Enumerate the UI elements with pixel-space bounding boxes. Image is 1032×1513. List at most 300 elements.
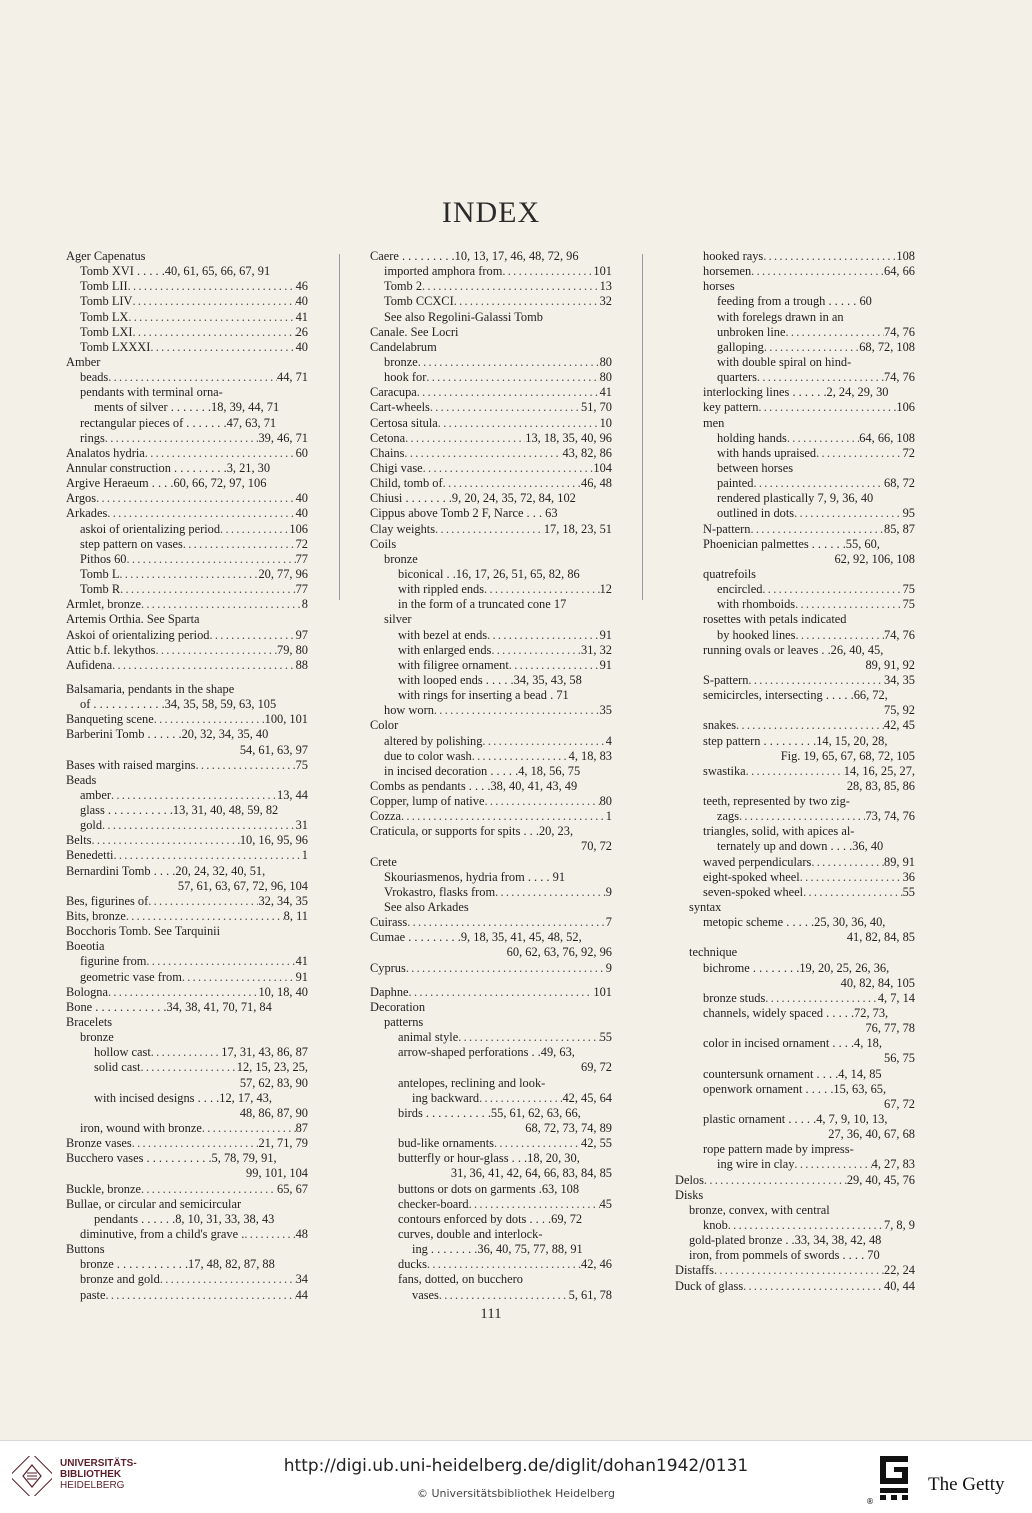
index-entry [66, 1197, 308, 1212]
index-entry [675, 764, 915, 779]
index-entry-label: rope pattern made by impress- [703, 1142, 854, 1157]
index-entry-label: diminutive, from a child's grave . [80, 1227, 245, 1241]
index-entry-label: Caere . . . . . . . . .10, 13, 17, 46, 48, 72, 96 [370, 249, 579, 263]
index-entry-label: step pattern on vases [80, 536, 183, 551]
index-entry-pages: 34, 35 [884, 672, 915, 687]
index-entry-label: Bases with raised margins [66, 757, 196, 772]
index-entry-label: ing . . . . . . . .36, 40, 75, 77, 88, 91 [412, 1242, 583, 1257]
index-entry-label: Tomb LIV [80, 294, 133, 309]
index-entry [370, 885, 612, 900]
index-entry-pages: 75 [295, 757, 308, 772]
index-entry [66, 864, 308, 879]
index-entry [66, 682, 308, 697]
index-entry-label: Bits, bronze [66, 909, 126, 924]
index-entry-label: bronze . . . . . . . . . . . .17, 48, 82, 87, 88 [80, 1257, 275, 1272]
index-entry-pages: 41 [295, 954, 308, 969]
index-entry [370, 1015, 612, 1030]
index-entry-pages: 44, 71 [277, 370, 308, 385]
index-entry [66, 833, 308, 848]
index-entry-label: waved perpendiculars [703, 854, 812, 869]
index-entry-pages: 5, 61, 78 [568, 1287, 612, 1302]
index-entry-pages: 21, 71, 79 [258, 1136, 308, 1151]
dot-leader [795, 597, 902, 612]
index-entry [370, 930, 612, 945]
dot-leader [714, 1263, 884, 1278]
index-entry-label: Attic b.f. lekythos [66, 642, 156, 657]
index-entry [675, 718, 915, 733]
index-entry-label: iron, wound with bronze [80, 1121, 202, 1136]
dot-leader [484, 582, 600, 597]
index-entry-pages: 91 [599, 627, 612, 642]
index-entry-label: Disks [675, 1187, 704, 1202]
index-entry [370, 643, 612, 658]
index-entry [66, 712, 308, 727]
dot-leader [765, 991, 878, 1006]
index-entry [675, 1097, 915, 1112]
index-entry-pages: 48 [295, 1227, 308, 1241]
dot-leader [751, 264, 884, 279]
index-entry [370, 1060, 612, 1075]
index-entry-label: bronze [384, 354, 418, 369]
index-entry-label: countersunk ornament . . . .4, 14, 85 [703, 1066, 882, 1081]
index-entry-label: N-pattern [703, 521, 751, 536]
index-entry-pages: 74, 76 [884, 627, 915, 642]
index-entry-pages: 40 [295, 339, 308, 354]
index-entry [370, 734, 612, 749]
index-entry-label: with incised designs . . . .12, 17, 43, [94, 1090, 272, 1105]
index-entry [370, 1045, 612, 1060]
dot-leader [758, 400, 896, 415]
index-entry-pages: 71 [556, 688, 569, 703]
dot-leader [132, 325, 295, 340]
index-entry-label: Craticula, or supports for spits . . .20, 23, [370, 824, 574, 839]
index-entry-label: with double spiral on hind- [717, 354, 852, 369]
index-entry-pages: 106 [289, 521, 308, 536]
index-entry [66, 506, 308, 521]
index-entry [66, 1151, 308, 1166]
index-entry-pages: 60 [295, 445, 308, 460]
index-entry [370, 491, 612, 506]
index-entry-pages: 13, 44 [277, 787, 308, 802]
index-entry-label: S-pattern [703, 672, 749, 687]
dot-leader [750, 522, 884, 537]
index-entry-label: contours enforced by dots . . . .69, 72 [398, 1211, 583, 1226]
index-entry-label: Tomb LXXXI [80, 339, 151, 354]
index-entry [370, 1151, 612, 1166]
index-entry-label: metopic scheme . . . . .25, 30, 36, 40, [703, 915, 886, 930]
library-name-line: UNIVERSITÄTS- [60, 1458, 137, 1469]
index-entry-pages: 12, 15, 23, 25, [236, 1060, 308, 1075]
index-entry-label: plastic ornament . . . . .4, 7, 9, 10, 13, [703, 1112, 888, 1127]
index-entry-pages: 4 [605, 733, 612, 748]
index-entry [675, 416, 915, 431]
dot-leader [132, 1136, 259, 1151]
index-entry [66, 400, 308, 415]
index-entry-pages: 97 [295, 627, 308, 642]
index-entry [675, 506, 915, 521]
index-entry-label: paste [80, 1287, 106, 1302]
index-entry-label: patterns [384, 1015, 424, 1030]
index-entry-label: Chains [370, 445, 405, 460]
index-entry-label: with forelegs drawn in an [717, 309, 844, 324]
index-entry-label: outlined in dots [717, 506, 795, 521]
index-entry [675, 1279, 915, 1294]
dot-leader [753, 476, 884, 491]
dot-leader [150, 340, 295, 355]
index-entry-label: eight-spoked wheel [703, 869, 800, 884]
index-entry-label: Cumae . . . . . . . . .9, 18, 35, 41, 45, 48, 52, [370, 930, 582, 945]
index-entry-label: 68, 72, 73, 74, 89 [525, 1121, 612, 1136]
index-entry-label: by hooked lines [717, 627, 796, 642]
index-entry-label: 57, 62, 83, 90 [239, 1075, 308, 1090]
index-entry-pages: 42, 45 [884, 718, 915, 733]
index-entry [66, 431, 308, 446]
index-entry [675, 446, 915, 461]
index-entry-pages: 14, 16, 25, 27, [843, 763, 915, 778]
dot-leader [108, 985, 258, 1000]
index-entry-pages: 8, 11 [283, 909, 308, 924]
dot-leader [785, 325, 884, 340]
dot-leader [495, 885, 606, 900]
index-entry [66, 1076, 308, 1091]
dot-leader [151, 1045, 221, 1060]
index-entry-label: Bocchoris Tomb. See Tarquinii [66, 924, 221, 939]
index-entry-pages: 4, 27, 83 [871, 1157, 915, 1172]
index-entry [66, 612, 308, 627]
index-entry [675, 1082, 915, 1097]
index-entry [675, 1263, 915, 1278]
dot-leader [105, 1288, 295, 1303]
index-entry-label: ing backward [412, 1090, 480, 1105]
index-entry-label: hook for [384, 370, 427, 385]
registered-mark: ® [866, 1497, 874, 1506]
index-entry-label: Bracelets [66, 1015, 113, 1030]
index-entry [675, 1036, 915, 1051]
index-entry-pages: 108 [896, 249, 915, 263]
index-entry-label: Delos [675, 1172, 704, 1187]
dot-leader [491, 643, 581, 658]
index-entry-label: bichrome . . . . . . . .19, 20, 25, 26, 36, [703, 960, 890, 975]
index-entry-label: Pithos 60 [80, 551, 127, 566]
index-column-2 [370, 249, 612, 1303]
index-entry [66, 370, 308, 385]
dot-leader [141, 597, 302, 612]
index-entry-pages: 34 [295, 1272, 308, 1287]
index-entry [370, 552, 612, 567]
dot-leader [244, 1227, 295, 1242]
dot-leader [111, 788, 277, 803]
index-entry-label: men [703, 415, 725, 430]
index-entry [66, 909, 308, 924]
index-entry-pages: 35 [599, 703, 612, 718]
index-entry [66, 340, 308, 355]
index-entry [370, 506, 612, 521]
index-entry-label: 41, 82, 84, 85 [846, 930, 915, 945]
index-entry-label: hooked rays [703, 249, 764, 263]
index-entry [675, 522, 915, 537]
index-entry [66, 643, 308, 658]
index-entry [370, 749, 612, 764]
index-entry-pages: 45 [599, 1196, 612, 1211]
index-entry-pages: 13 [599, 279, 612, 294]
dot-leader [787, 431, 859, 446]
dot-leader [439, 1288, 569, 1303]
dot-leader [112, 658, 296, 673]
index-entry-label: unbroken line [717, 324, 786, 339]
index-entry [370, 658, 612, 673]
index-entry [66, 1030, 308, 1045]
index-entry-pages: 64, 66, 108 [859, 430, 915, 445]
index-entry [675, 612, 915, 627]
index-entry [675, 885, 915, 900]
dot-leader [426, 370, 599, 385]
index-entry-label: color in incised ornament . . . .4, 18, [703, 1036, 882, 1051]
index-entry-label: Bes, figurines of [66, 893, 149, 908]
index-entry [370, 1076, 612, 1091]
index-entry [675, 749, 915, 764]
dot-leader [739, 809, 865, 824]
index-entry [675, 794, 915, 809]
index-entry [66, 848, 308, 863]
index-entry [675, 976, 915, 991]
index-entry [675, 1127, 915, 1142]
index-entry-pages: 31 [295, 818, 308, 833]
index-entry-label: antelopes, reclining and look- [398, 1075, 546, 1090]
index-entry-label: altered by polishing [384, 733, 483, 748]
index-entry [66, 597, 308, 612]
index-entry-label: Caracupa [370, 385, 417, 400]
index-entry [370, 1182, 612, 1197]
index-entry-pages: 4, 7, 14 [877, 990, 915, 1005]
index-entry [370, 1242, 612, 1257]
index-entry-pages: 1 [301, 848, 308, 863]
index-entry-pages: 40 [295, 491, 308, 506]
index-entry [370, 915, 612, 930]
index-entry-label: 99, 101, 104 [246, 1166, 308, 1181]
dot-leader [128, 310, 295, 325]
dot-leader [728, 1218, 884, 1233]
index-entry-pages: 17, 31, 43, 86, 87 [221, 1045, 308, 1060]
index-entry-pages: 104 [593, 460, 612, 475]
index-entry-label: Cetona [370, 430, 406, 445]
dot-leader [155, 643, 277, 658]
dot-leader [132, 294, 295, 309]
index-entry [66, 446, 308, 461]
index-entry-pages: 31, 32 [581, 642, 612, 657]
index-entry-pages: 10, 18, 40 [258, 984, 308, 999]
index-entry [675, 1142, 915, 1157]
index-entry-label: bronze [384, 551, 418, 566]
index-entry-pages: 22, 24 [884, 1263, 915, 1278]
index-entry-label: 27, 36, 40, 67, 68 [828, 1127, 915, 1142]
dot-leader [407, 915, 606, 930]
permalink-url[interactable]: http://digi.ub.uni-heidelberg.de/diglit/dohan1942/0131 [283, 1456, 749, 1476]
index-entry [370, 1288, 612, 1303]
index-entry [675, 658, 915, 673]
index-entry [675, 249, 915, 264]
index-entry-label: teeth, represented by two zig- [703, 794, 850, 809]
dot-leader [423, 461, 594, 476]
index-entry-label: figurine from [80, 954, 147, 969]
dot-leader [210, 628, 296, 643]
copyright-notice: © Universitätsbibliothek Heidelberg [416, 1487, 615, 1500]
index-entry-label: openwork ornament . . . . .15, 63, 65, [703, 1081, 887, 1096]
index-entry-label: Decoration [370, 999, 426, 1014]
index-entry [66, 537, 308, 552]
dot-leader [113, 848, 301, 863]
index-entry-label: birds . . . . . . . . . . .55, 61, 62, 63, 66, [398, 1105, 581, 1120]
index-entry-label: animal style [398, 1030, 459, 1045]
index-entry-pages: 10 [599, 415, 612, 430]
index-entry [66, 924, 308, 939]
dot-leader [146, 954, 295, 969]
index-entry [370, 597, 612, 612]
index-entry-label: ments of silver . . . . . . .18, 39, 44, 71 [94, 400, 280, 415]
index-entry [675, 1006, 915, 1021]
index-entry [66, 803, 308, 818]
index-entry-label: Canale. See Locri [370, 324, 459, 339]
index-entry-pages: 70 [867, 1248, 880, 1263]
dot-leader [811, 855, 884, 870]
index-entry-label: Boeotia [66, 939, 105, 954]
dot-leader [487, 628, 599, 643]
index-entry-label: 48, 86, 87, 90 [239, 1105, 308, 1120]
dot-leader [126, 552, 295, 567]
index-entry-pages: 72 [902, 445, 915, 460]
index-entry-pages: 77 [295, 582, 308, 597]
index-entry-pages: 100, 101 [264, 712, 308, 727]
index-entry-label: Vrokastro, flasks from [384, 884, 496, 899]
index-entry [370, 718, 612, 733]
index-entry [370, 1257, 612, 1272]
index-entry-pages: 95 [902, 506, 915, 521]
index-entry-label: of . . . . . . . . . . . .34, 35, 58, 59, 63, 105 [80, 697, 277, 712]
index-entry [675, 824, 915, 839]
dot-leader [509, 658, 600, 673]
index-entry [370, 264, 612, 279]
index-entry-label: gold-plated bronze . .33, 34, 38, 42, 48 [689, 1233, 882, 1248]
index-entry-label: Buckle, bronze [66, 1181, 142, 1196]
index-entry-pages: 91 [552, 869, 566, 884]
index-entry-pages: 77 [295, 551, 308, 566]
index-entry-pages: 36 [902, 869, 915, 884]
index-entry-label: glass . . . . . . . . . . .13, 31, 40, 48, 59, 82 [80, 803, 279, 818]
index-entry-pages: 75 [902, 582, 915, 597]
index-entry-pages: 10, 16, 95, 96 [239, 833, 308, 848]
index-entry-label: See also Regolini-Galassi Tomb [384, 309, 543, 324]
index-entry-label: Buttons [66, 1242, 105, 1257]
index-entry-label: Bernardini Tomb . . . .20, 24, 32, 40, 51, [66, 863, 266, 878]
index-entry-pages: 91 [295, 969, 308, 984]
dot-leader [762, 582, 902, 597]
index-entry [370, 1121, 612, 1136]
index-entry [66, 491, 308, 506]
index-entry-pages: 101 [593, 264, 612, 279]
index-entry [66, 939, 308, 954]
index-entry [66, 818, 308, 833]
dot-leader [96, 491, 296, 506]
index-entry [675, 809, 915, 824]
index-entry [675, 597, 915, 612]
index-entry [66, 461, 308, 476]
index-entry-pages: 42, 55 [581, 1136, 612, 1151]
dot-leader [107, 506, 295, 521]
index-entry-label: arrow-shaped perforations . .49, 63, [398, 1045, 575, 1060]
dot-leader [154, 712, 265, 727]
index-entry-label: Armlet, bronze [66, 597, 142, 612]
index-entry [370, 1197, 612, 1212]
dot-leader [443, 476, 581, 491]
index-entry-label: imported amphora from [384, 264, 503, 279]
dot-leader [220, 522, 289, 537]
dot-leader [438, 416, 600, 431]
index-entry-label: quatrefoils [703, 566, 756, 581]
index-entry [370, 794, 612, 809]
index-entry-pages: 68, 72 [884, 476, 915, 491]
dot-leader [472, 749, 569, 764]
index-entry-pages: 63 [545, 506, 558, 521]
index-entry-label: key pattern [703, 400, 759, 415]
index-entry-label: Argos [66, 491, 97, 506]
dot-leader [105, 431, 259, 446]
index-entry-label: fans, dotted, on bucchero [398, 1272, 523, 1287]
index-entry [66, 1288, 308, 1303]
index-entry-label: Barberini Tomb . . . . . .20, 32, 34, 35, 40 [66, 727, 269, 742]
index-entry [675, 628, 915, 643]
dot-leader [91, 833, 239, 848]
index-entry-label: ducks [398, 1257, 427, 1272]
index-entry-label: with hands upraised [717, 445, 817, 460]
index-entry [66, 264, 308, 279]
index-entry-label: ing wire in clay [717, 1157, 795, 1172]
dot-leader [794, 1157, 871, 1172]
index-entry [370, 809, 612, 824]
index-entry [675, 1218, 915, 1233]
index-entry-pages: 41 [599, 385, 612, 400]
index-entry [370, 461, 612, 476]
index-entry-label: 76, 77, 78 [865, 1021, 915, 1036]
index-entry [675, 431, 915, 446]
index-entry [370, 961, 612, 976]
index-entry [675, 1203, 915, 1218]
index-entry-label: askoi of orientalizing period [80, 521, 221, 536]
index-entry-pages: 85, 87 [884, 521, 915, 536]
index-entry-label: Candelabrum [370, 339, 437, 354]
index-entry-pages: 46 [295, 279, 308, 294]
index-entry-label: Aufidena [66, 657, 113, 672]
index-entry [370, 673, 612, 688]
index-entry [370, 900, 612, 915]
index-entry [675, 582, 915, 597]
index-entry-pages: 1 [605, 809, 612, 824]
index-entry [675, 264, 915, 279]
index-entry-label: 69, 72 [581, 1060, 612, 1075]
dot-leader [469, 1197, 600, 1212]
index-entry-label: Annular construction . . . . . . . . .3, 21, 30 [66, 460, 271, 475]
index-entry-label: with looped ends . . . . .34, 35, 43, 58 [398, 672, 582, 687]
index-entry-pages: 20, 77, 96 [258, 566, 308, 581]
index-entry-label: 60, 62, 63, 76, 92, 96 [506, 945, 612, 960]
index-entry [66, 970, 308, 985]
index-entry-pages: 65, 67 [277, 1181, 308, 1196]
index-column-1 [66, 249, 308, 1303]
index-entry-label: interlocking lines . . . . . .2, 24, 29, 30 [703, 385, 889, 400]
dot-leader [417, 385, 600, 400]
index-entry [675, 1248, 915, 1263]
index-entry [370, 567, 612, 582]
index-entry-pages: 91 [599, 657, 612, 672]
index-entry-label: quarters [717, 370, 757, 385]
